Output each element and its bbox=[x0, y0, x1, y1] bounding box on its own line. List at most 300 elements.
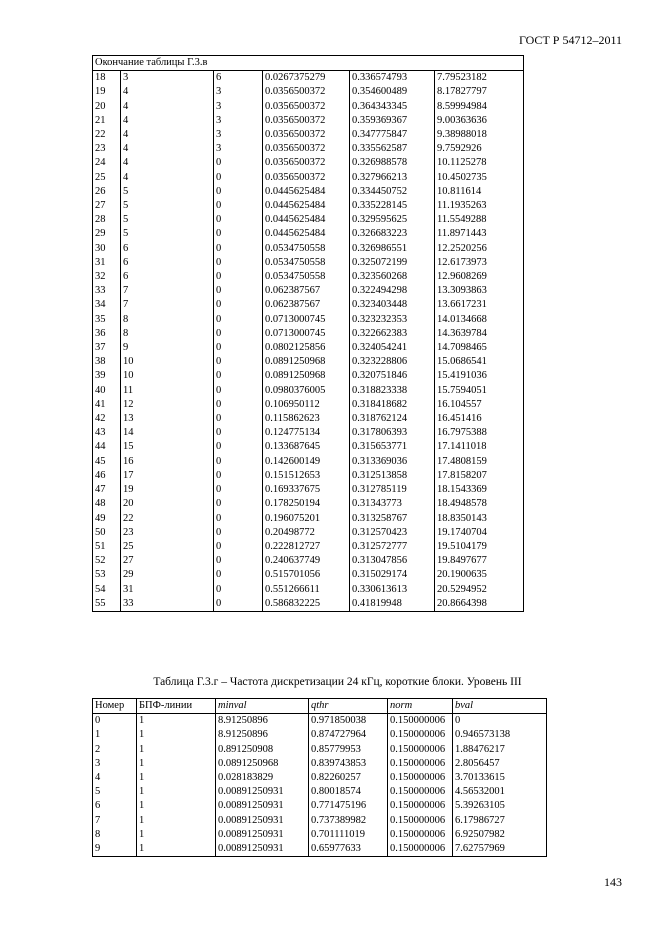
table-cell: 0.347775847 bbox=[350, 128, 435, 142]
table-cell: 0 bbox=[214, 483, 263, 497]
col-header-number: Номер bbox=[93, 699, 137, 714]
table-cell: 40 bbox=[93, 384, 121, 398]
table-cell: 54 bbox=[93, 583, 121, 597]
table-cell: 45 bbox=[93, 455, 121, 469]
table-cell: 52 bbox=[93, 554, 121, 568]
table-cell: 11.1935263 bbox=[435, 199, 524, 213]
table-cell: 0.771475196 bbox=[309, 799, 388, 813]
table-g3g bbox=[92, 698, 547, 857]
table-row bbox=[93, 227, 524, 241]
table-cell: 0 bbox=[214, 583, 263, 597]
table-cell: 0.0356500372 bbox=[263, 142, 350, 156]
table-row bbox=[93, 455, 524, 469]
table-cell: 0.150000006 bbox=[388, 842, 453, 857]
table-row bbox=[93, 440, 524, 454]
table-cell: 14 bbox=[121, 426, 214, 440]
table-row bbox=[93, 142, 524, 156]
table-cell: 43 bbox=[93, 426, 121, 440]
col-header-minval: minval bbox=[216, 699, 309, 714]
table-cell: 22 bbox=[93, 128, 121, 142]
table-row bbox=[93, 828, 547, 842]
table-cell: 38 bbox=[93, 355, 121, 369]
table-cell: 0 bbox=[214, 512, 263, 526]
table-cell: 21 bbox=[93, 114, 121, 128]
table-cell: 9.7592926 bbox=[435, 142, 524, 156]
table-cell: 17 bbox=[121, 469, 214, 483]
table-cell: 0.323560268 bbox=[350, 270, 435, 284]
table-cell: 0 bbox=[214, 568, 263, 582]
table-cell: 0.115862623 bbox=[263, 412, 350, 426]
table-cell: 18 bbox=[93, 71, 121, 86]
table-cell: 46 bbox=[93, 469, 121, 483]
table-cell: 1 bbox=[137, 828, 216, 842]
table-row bbox=[93, 128, 524, 142]
table-cell: 0.00891250931 bbox=[216, 799, 309, 813]
table-cell: 11 bbox=[121, 384, 214, 398]
table-cell: 15 bbox=[121, 440, 214, 454]
table-cell: 0.0356500372 bbox=[263, 114, 350, 128]
standard-number: ГОСТ Р 54712–2011 bbox=[518, 33, 622, 47]
table-cell: 18.4948578 bbox=[435, 497, 524, 511]
table-cell: 12 bbox=[121, 398, 214, 412]
table-cell: 0.0356500372 bbox=[263, 156, 350, 170]
table-row bbox=[93, 426, 524, 440]
table-cell: 0 bbox=[214, 369, 263, 383]
table-cell: 0.323232353 bbox=[350, 313, 435, 327]
table-cell: 20.5294952 bbox=[435, 583, 524, 597]
table-cell: 0.971850038 bbox=[309, 714, 388, 729]
table-cell: 29 bbox=[93, 227, 121, 241]
table-cell: 0.874727964 bbox=[309, 728, 388, 742]
table-cell: 4 bbox=[121, 128, 214, 142]
table-cell: 0.41819948 bbox=[350, 597, 435, 612]
table-cell: 0 bbox=[214, 256, 263, 270]
table-cell: 0.106950112 bbox=[263, 398, 350, 412]
table-cell: 19.1740704 bbox=[435, 526, 524, 540]
table-cell: 1 bbox=[137, 714, 216, 729]
table-cell: 0.222812727 bbox=[263, 540, 350, 554]
table-cell: 0.0534750558 bbox=[263, 256, 350, 270]
table-row bbox=[93, 814, 547, 828]
table-cell: 0 bbox=[214, 426, 263, 440]
table-cell: 19.5104179 bbox=[435, 540, 524, 554]
table-cell: 0 bbox=[214, 199, 263, 213]
table-cell: 0 bbox=[214, 213, 263, 227]
table-cell: 0.322662383 bbox=[350, 327, 435, 341]
table-cell: 0.315653771 bbox=[350, 440, 435, 454]
table-cell: 10 bbox=[121, 369, 214, 383]
table-cell: 0.551266611 bbox=[263, 583, 350, 597]
table-cell: 33 bbox=[121, 597, 214, 612]
table-cell: 8.91250896 bbox=[216, 714, 309, 729]
table-row bbox=[93, 757, 547, 771]
table-cell: 0 bbox=[214, 242, 263, 256]
table-cell: 28 bbox=[93, 213, 121, 227]
table-cell: 0 bbox=[93, 714, 137, 729]
table-cell: 1 bbox=[137, 771, 216, 785]
table-cell: 51 bbox=[93, 540, 121, 554]
table-cell: 3.70133615 bbox=[453, 771, 547, 785]
table-cell: 4 bbox=[121, 142, 214, 156]
table-row bbox=[93, 270, 524, 284]
table-cell: 47 bbox=[93, 483, 121, 497]
table-cell: 7.79523182 bbox=[435, 71, 524, 86]
table-cell: 1 bbox=[93, 728, 137, 742]
table-cell: 0.80018574 bbox=[309, 785, 388, 799]
table-cell: 50 bbox=[93, 526, 121, 540]
table-row bbox=[93, 469, 524, 483]
table-cell: 0.586832225 bbox=[263, 597, 350, 612]
table-cell: 0 bbox=[214, 298, 263, 312]
table-row bbox=[93, 526, 524, 540]
table-cell: 9 bbox=[93, 842, 137, 857]
table-cell: 55 bbox=[93, 597, 121, 612]
table-row bbox=[93, 743, 547, 757]
table-cell: 48 bbox=[93, 497, 121, 511]
table-cell: 0.150000006 bbox=[388, 714, 453, 729]
table-cell: 0 bbox=[214, 455, 263, 469]
table-row bbox=[93, 842, 547, 857]
table-row bbox=[93, 554, 524, 568]
table-cell: 4 bbox=[121, 114, 214, 128]
table-cell: 41 bbox=[93, 398, 121, 412]
table-cell: 14.0134668 bbox=[435, 313, 524, 327]
table-cell: 17.4808159 bbox=[435, 455, 524, 469]
table-row bbox=[93, 714, 547, 729]
table-cell: 14.3639784 bbox=[435, 327, 524, 341]
table-cell: 0.318823338 bbox=[350, 384, 435, 398]
table-cell: 0.323403448 bbox=[350, 298, 435, 312]
table-cell: 0.313047856 bbox=[350, 554, 435, 568]
table-cell: 0.313258767 bbox=[350, 512, 435, 526]
table-cell: 10.1125278 bbox=[435, 156, 524, 170]
table-cell: 0.20498772 bbox=[263, 526, 350, 540]
table-cell: 15.0686541 bbox=[435, 355, 524, 369]
table-cell: 4 bbox=[121, 156, 214, 170]
table-cell: 9.00363636 bbox=[435, 114, 524, 128]
table-cell: 0 bbox=[214, 469, 263, 483]
table-cell: 1 bbox=[137, 799, 216, 813]
table-cell: 37 bbox=[93, 341, 121, 355]
table-cell: 0.323228806 bbox=[350, 355, 435, 369]
table-row bbox=[93, 728, 547, 742]
table-cell: 0 bbox=[214, 355, 263, 369]
table-cell: 8 bbox=[121, 327, 214, 341]
table-cell: 0.515701056 bbox=[263, 568, 350, 582]
table-cell: 3 bbox=[214, 85, 263, 99]
table-cell: 0 bbox=[214, 227, 263, 241]
table-cell: 18.8350143 bbox=[435, 512, 524, 526]
table-cell: 0 bbox=[214, 327, 263, 341]
table-cell: 1 bbox=[137, 757, 216, 771]
table-cell: 0 bbox=[214, 156, 263, 170]
table-cell: 33 bbox=[93, 284, 121, 298]
table-cell: 0 bbox=[214, 284, 263, 298]
table-cell: 7.62757969 bbox=[453, 842, 547, 857]
table-cell: 0 bbox=[214, 440, 263, 454]
table-cell: 0.359369367 bbox=[350, 114, 435, 128]
table-cell: 6 bbox=[121, 256, 214, 270]
table-cell: 5 bbox=[121, 199, 214, 213]
table-cell: 17.8158207 bbox=[435, 469, 524, 483]
table-cell: 0.0356500372 bbox=[263, 100, 350, 114]
table-cell: 20.8664398 bbox=[435, 597, 524, 612]
table-cell: 0.240637749 bbox=[263, 554, 350, 568]
table-cell: 12.9608269 bbox=[435, 270, 524, 284]
col-header-qthr: qthr bbox=[309, 699, 388, 714]
table-row bbox=[93, 71, 524, 86]
table-cell: 25 bbox=[121, 540, 214, 554]
table-cell: 0.325072199 bbox=[350, 256, 435, 270]
table-cell: 1 bbox=[137, 785, 216, 799]
table-cell: 0.00891250931 bbox=[216, 785, 309, 799]
table-caption: Таблица Г.3.г – Частота дискретизации 24 кГц, короткие блоки. Уровень III bbox=[153, 676, 522, 688]
table-row bbox=[93, 199, 524, 213]
table-cell: 10.811614 bbox=[435, 185, 524, 199]
table-row bbox=[93, 156, 524, 170]
table-cell: 5 bbox=[93, 785, 137, 799]
table-cell: 0.0713000745 bbox=[263, 313, 350, 327]
table-row bbox=[93, 398, 524, 412]
table-cell: 0.150000006 bbox=[388, 785, 453, 799]
table-cell: 0.196075201 bbox=[263, 512, 350, 526]
table-cell: 0.322494298 bbox=[350, 284, 435, 298]
table-cell: 20.1900635 bbox=[435, 568, 524, 582]
table-cell: 0.142600149 bbox=[263, 455, 350, 469]
table-cell: 0.178250194 bbox=[263, 497, 350, 511]
table-cell: 13.3093863 bbox=[435, 284, 524, 298]
table-cell: 1 bbox=[137, 728, 216, 742]
table-cell: 0.169337675 bbox=[263, 483, 350, 497]
table-cell: 0.028183829 bbox=[216, 771, 309, 785]
table-cell: 19.8497677 bbox=[435, 554, 524, 568]
table-cell: 3 bbox=[93, 757, 137, 771]
table-row bbox=[93, 185, 524, 199]
table-cell: 23 bbox=[121, 526, 214, 540]
table-cell: 0 bbox=[214, 171, 263, 185]
table-cell: 23 bbox=[93, 142, 121, 156]
table-cell: 25 bbox=[93, 171, 121, 185]
table-cell: 44 bbox=[93, 440, 121, 454]
table-cell: 0.0356500372 bbox=[263, 85, 350, 99]
table-cell: 3 bbox=[121, 71, 214, 86]
table-cell: 0.65977633 bbox=[309, 842, 388, 857]
table-cell: 2.8056457 bbox=[453, 757, 547, 771]
table-cell: 3 bbox=[214, 128, 263, 142]
table-cell: 0.0534750558 bbox=[263, 242, 350, 256]
table-cell: 19 bbox=[93, 85, 121, 99]
table-cell: 0.150000006 bbox=[388, 728, 453, 742]
table-cell: 6 bbox=[121, 242, 214, 256]
table-row bbox=[93, 355, 524, 369]
table-cell: 0.313369036 bbox=[350, 455, 435, 469]
table-cell: 0 bbox=[214, 540, 263, 554]
table-row bbox=[93, 568, 524, 582]
table-cell: 29 bbox=[121, 568, 214, 582]
table-cell: 0.334450752 bbox=[350, 185, 435, 199]
table-cell: 0.150000006 bbox=[388, 799, 453, 813]
table-cell: 20 bbox=[93, 100, 121, 114]
table-cell: 0.326683223 bbox=[350, 227, 435, 241]
table-row bbox=[93, 100, 524, 114]
table-cell: 0 bbox=[214, 526, 263, 540]
table-cell: 0 bbox=[214, 313, 263, 327]
table-cell: 36 bbox=[93, 327, 121, 341]
table-cell: 8.59994984 bbox=[435, 100, 524, 114]
table-g3v-continuation bbox=[92, 55, 524, 612]
table-row bbox=[93, 298, 524, 312]
table-row bbox=[93, 369, 524, 383]
table-cell: 0.0980376005 bbox=[263, 384, 350, 398]
table-cell: 9.38988018 bbox=[435, 128, 524, 142]
table-cell: 39 bbox=[93, 369, 121, 383]
table-cell: 3 bbox=[214, 142, 263, 156]
table-row bbox=[93, 799, 547, 813]
table-row bbox=[93, 384, 524, 398]
table-cell: 7 bbox=[121, 298, 214, 312]
table-cell: 0.839743853 bbox=[309, 757, 388, 771]
table-cell: 0.0267375279 bbox=[263, 71, 350, 86]
table-cell: 0.312785119 bbox=[350, 483, 435, 497]
table-row bbox=[93, 483, 524, 497]
table-cell: 15.4191036 bbox=[435, 369, 524, 383]
table-cell: 0.335562587 bbox=[350, 142, 435, 156]
table-cell: 0.318762124 bbox=[350, 412, 435, 426]
table-cell: 0.0445625484 bbox=[263, 213, 350, 227]
table-cell: 0.00891250931 bbox=[216, 828, 309, 842]
table-cell: 27 bbox=[93, 199, 121, 213]
table-cell: 0.327966213 bbox=[350, 171, 435, 185]
table-cell: 0.0356500372 bbox=[263, 128, 350, 142]
table-row bbox=[93, 785, 547, 799]
table-cell: 0 bbox=[214, 341, 263, 355]
table-cell: 0.31343773 bbox=[350, 497, 435, 511]
table-cell: 0.150000006 bbox=[388, 757, 453, 771]
table-row bbox=[93, 114, 524, 128]
table-cell: 0.0891250968 bbox=[263, 369, 350, 383]
table-cell: 0.318418682 bbox=[350, 398, 435, 412]
table-row bbox=[93, 171, 524, 185]
table-cell: 0 bbox=[214, 497, 263, 511]
table-cell: 49 bbox=[93, 512, 121, 526]
table-row bbox=[93, 597, 524, 612]
table-cell: 0 bbox=[453, 714, 547, 729]
table-cell: 4 bbox=[93, 771, 137, 785]
table-row bbox=[93, 85, 524, 99]
table-cell: 0.150000006 bbox=[388, 743, 453, 757]
table-cell: 10 bbox=[121, 355, 214, 369]
table-cell: 0.150000006 bbox=[388, 828, 453, 842]
table-row bbox=[93, 284, 524, 298]
table-cell: 15.7594051 bbox=[435, 384, 524, 398]
table-cell: 0.150000006 bbox=[388, 771, 453, 785]
table-cell: 17.1411018 bbox=[435, 440, 524, 454]
table-cell: 4 bbox=[121, 171, 214, 185]
table-cell: 6 bbox=[93, 799, 137, 813]
table-cell: 0.312513858 bbox=[350, 469, 435, 483]
table-cell: 0.315029174 bbox=[350, 568, 435, 582]
table-cell: 0.82260257 bbox=[309, 771, 388, 785]
table-cell: 0.891250908 bbox=[216, 743, 309, 757]
table-cell: 34 bbox=[93, 298, 121, 312]
table-cell: 0.0713000745 bbox=[263, 327, 350, 341]
table-cell: 4 bbox=[121, 100, 214, 114]
table-cell: 12.2520256 bbox=[435, 242, 524, 256]
table-cell: 1.88476217 bbox=[453, 743, 547, 757]
table-cell: 3 bbox=[214, 100, 263, 114]
col-header-norm: norm bbox=[388, 699, 453, 714]
table-cell: 53 bbox=[93, 568, 121, 582]
table-row bbox=[93, 327, 524, 341]
table-cell: 13 bbox=[121, 412, 214, 426]
table-cell: 0.133687645 bbox=[263, 440, 350, 454]
table-cell: 0.151512653 bbox=[263, 469, 350, 483]
table-cell: 5 bbox=[121, 213, 214, 227]
table-cell: 0.326988578 bbox=[350, 156, 435, 170]
table-cell: 0.336574793 bbox=[350, 71, 435, 86]
col-header-bval: bval bbox=[453, 699, 547, 714]
table-cell: 7 bbox=[93, 814, 137, 828]
table-cell: 32 bbox=[93, 270, 121, 284]
table-cell: 0.946573138 bbox=[453, 728, 547, 742]
table-cell: 35 bbox=[93, 313, 121, 327]
table-row bbox=[93, 583, 524, 597]
table-cell: 0 bbox=[214, 398, 263, 412]
table-cell: 6.17986727 bbox=[453, 814, 547, 828]
table-cell: 14.7098465 bbox=[435, 341, 524, 355]
table-cell: 19 bbox=[121, 483, 214, 497]
table-cell: 1 bbox=[137, 842, 216, 857]
table-row bbox=[93, 540, 524, 554]
table-row bbox=[93, 213, 524, 227]
table-cell: 0 bbox=[214, 554, 263, 568]
table-cell: 42 bbox=[93, 412, 121, 426]
table-cell: 8.91250896 bbox=[216, 728, 309, 742]
col-header-fft-lines: БПФ-линии bbox=[137, 699, 216, 714]
table-cell: 0 bbox=[214, 597, 263, 612]
table-cell: 0.0445625484 bbox=[263, 199, 350, 213]
table-row bbox=[93, 242, 524, 256]
continuation-label: Окончание таблицы Г.3.в bbox=[93, 56, 524, 71]
table-cell: 0.0891250968 bbox=[216, 757, 309, 771]
table-cell: 8 bbox=[121, 313, 214, 327]
page-number: 143 bbox=[604, 875, 622, 889]
table-row bbox=[93, 313, 524, 327]
table-cell: 0.329595625 bbox=[350, 213, 435, 227]
table-cell: 4.56532001 bbox=[453, 785, 547, 799]
table-cell: 11.5549288 bbox=[435, 213, 524, 227]
table-cell: 0.0445625484 bbox=[263, 185, 350, 199]
table-cell: 22 bbox=[121, 512, 214, 526]
table-cell: 0 bbox=[214, 412, 263, 426]
table-cell: 0 bbox=[214, 384, 263, 398]
table-cell: 2 bbox=[93, 743, 137, 757]
table-header-row bbox=[93, 699, 547, 714]
table-cell: 0.324054241 bbox=[350, 341, 435, 355]
table-cell: 0.335228145 bbox=[350, 199, 435, 213]
table-cell: 0.00891250931 bbox=[216, 842, 309, 857]
table-cell: 16.104557 bbox=[435, 398, 524, 412]
table-cell: 0.0445625484 bbox=[263, 227, 350, 241]
table-cell: 0 bbox=[214, 270, 263, 284]
table-cell: 11.8971443 bbox=[435, 227, 524, 241]
table-cell: 0.0534750558 bbox=[263, 270, 350, 284]
table-row bbox=[93, 256, 524, 270]
table-cell: 16 bbox=[121, 455, 214, 469]
table-cell: 0.701111019 bbox=[309, 828, 388, 842]
table-row bbox=[93, 412, 524, 426]
table-cell: 31 bbox=[93, 256, 121, 270]
